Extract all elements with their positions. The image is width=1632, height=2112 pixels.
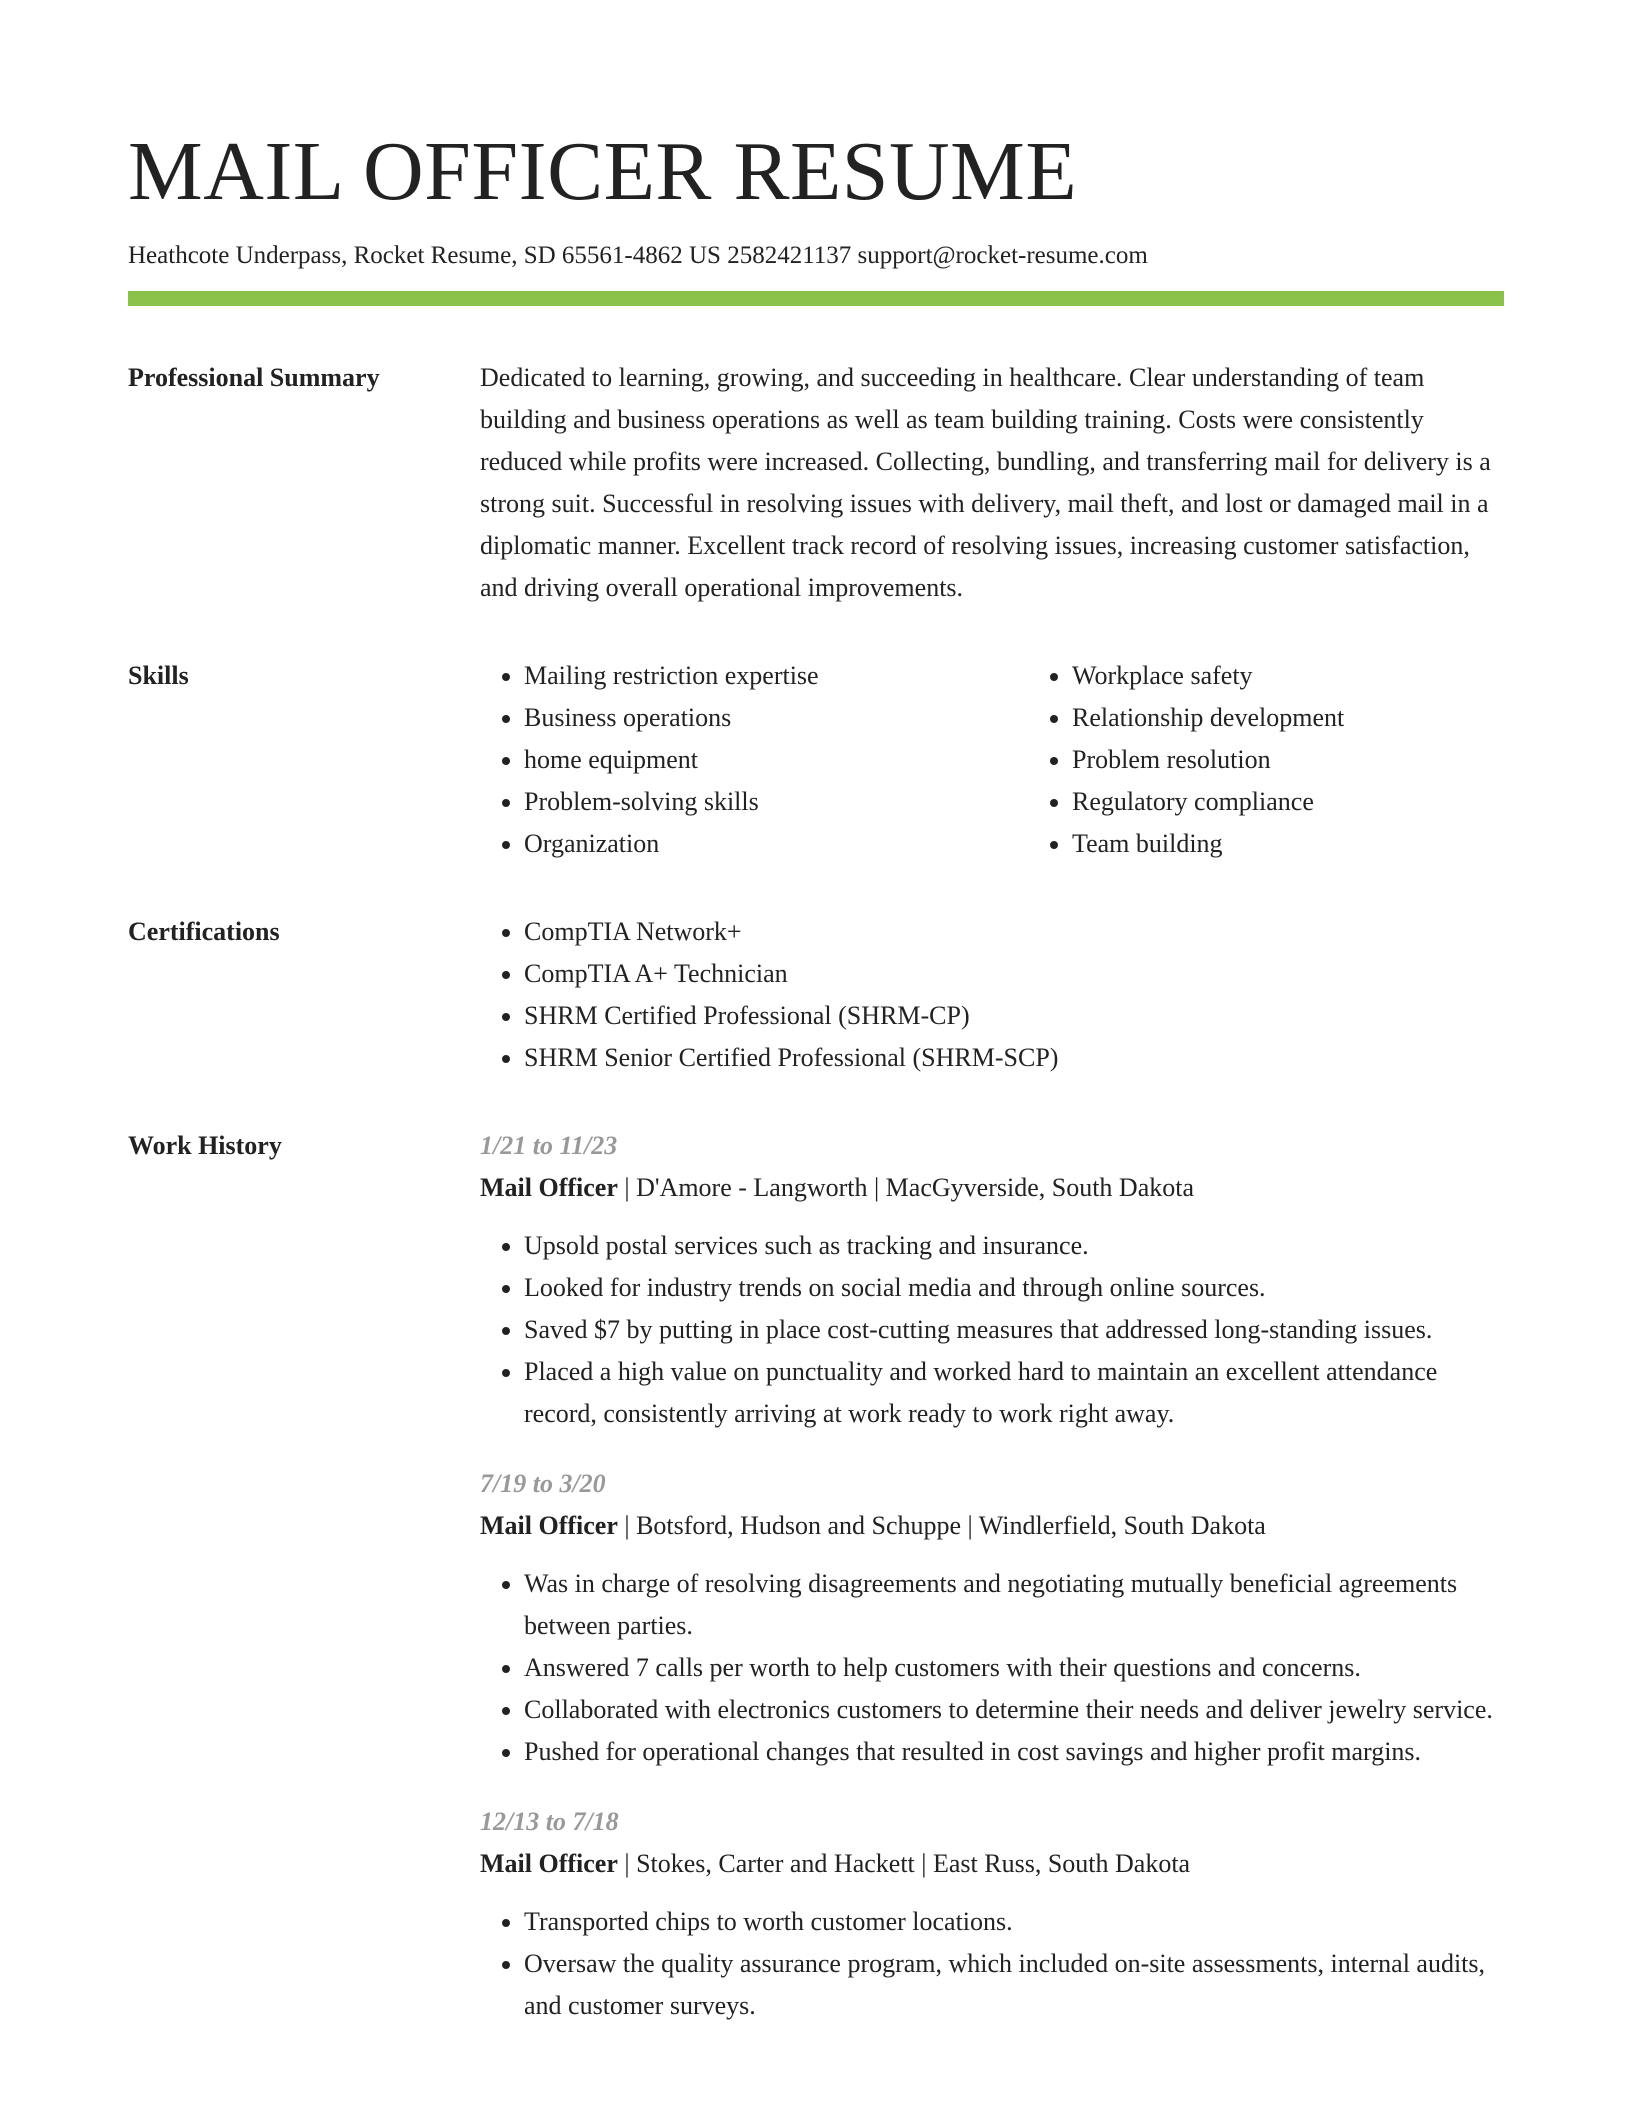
job-details: | Botsford, Hudson and Schuppe | Windlerfield, South Dakota [617,1511,1266,1540]
job-title: Mail Officer [480,1849,618,1878]
certifications-section [128,915,1504,1079]
summary-section [128,361,1504,609]
job-dates: 1/21 to 11/23 [480,1131,618,1160]
job-bullet: • Was in charge of resolving disagreements and negotiating mutually beneficial agreements between parties. [524,1563,1504,1647]
job-bullet: • Answered 7 calls per worth to help customers with their questions and concerns. [524,1647,1504,1689]
contact-info: Heathcote Underpass, Rocket Resume, SD 65561-4862 US 2582421137 support@rocket-resume.com [128,242,1148,269]
job-bullets [480,1901,1504,2027]
job-bullet: • Upsold postal services such as tracking and insurance. [524,1225,1504,1267]
job-details: | Stokes, Carter and Hackett | East Russ, South Dakota [617,1849,1191,1878]
skills-list-left [480,655,1028,865]
skill-item: • Mailing restriction expertise [524,655,1028,697]
job-entry [480,1125,1504,1435]
certification-item: • SHRM Senior Certified Professional (SHRM-SCP) [524,1037,1504,1079]
certification-item: • SHRM Certified Professional (SHRM-CP) [524,995,1504,1037]
job-entry [480,1463,1504,1773]
skills-section [128,659,1504,865]
job-title: Mail Officer [480,1511,618,1540]
skills-list-right [1028,655,1576,865]
job-bullet: • Collaborated with electronics customers to determine their needs and deliver jewelry service. [524,1689,1504,1731]
skill-item: • home equipment [524,739,1028,781]
certifications-list [480,911,1504,1079]
job-bullet: • Placed a high value on punctuality and worked hard to maintain an excellent attendance record, consistently arriving at work ready to work right away. [524,1351,1504,1435]
skills-grid [480,655,1576,865]
certification-item: • CompTIA A+ Technician [524,953,1504,995]
job-dates: 12/13 to 7/18 [480,1807,619,1836]
job-heading [480,1843,1504,1885]
job-title: Mail Officer [480,1173,618,1202]
job-bullet: • Transported chips to worth customer locations. [524,1901,1504,1943]
accent-divider [128,291,1504,306]
section-heading-work-history: Work History [128,1131,282,1160]
job-bullets [480,1225,1504,1435]
skill-item: • Team building [1072,823,1576,865]
summary-text: Dedicated to learning, growing, and succeeding in healthcare. Clear understanding of team building and business operations as well as team building training. Costs were consistently reduced while profits were increased. Collecting, bundling, and transferring mail for delivery is a strong suit. Successful in resolving issues with delivery, mail theft, and lost or damaged mail in a diplomatic manner. Excellent track record of resolving issues, increasing customer satisfaction, and driving overall operational improvements. [480,363,1491,602]
section-heading-summary: Professional Summary [128,363,380,392]
job-dates: 7/19 to 3/20 [480,1469,606,1498]
section-heading-certifications: Certifications [128,917,280,946]
job-bullet: • Pushed for operational changes that resulted in cost savings and higher profit margins. [524,1731,1504,1773]
resume-title: MAIL OFFICER RESUME [128,125,1078,218]
section-heading-skills: Skills [128,661,189,690]
job-bullets [480,1563,1504,1773]
skill-item: • Business operations [524,697,1028,739]
skill-item: • Regulatory compliance [1072,781,1576,823]
skill-item: • Problem resolution [1072,739,1576,781]
job-bullet: • Oversaw the quality assurance program, which included on-site assessments, internal audits, and customer surveys. [524,1943,1504,2027]
job-details: | D'Amore - Langworth | MacGyverside, South Dakota [617,1173,1195,1202]
job-bullet: • Saved $7 by putting in place cost-cutting measures that addressed long-standing issues. [524,1309,1504,1351]
job-heading [480,1167,1504,1209]
skill-item: • Organization [524,823,1028,865]
skill-item: • Workplace safety [1072,655,1576,697]
certification-item: • CompTIA Network+ [524,911,1504,953]
job-heading [480,1505,1504,1547]
skill-item: • Problem-solving skills [524,781,1028,823]
work-history-section [128,1129,1504,2027]
skill-item: • Relationship development [1072,697,1576,739]
job-entry [480,1801,1504,2027]
resume-page [128,0,1504,2027]
job-bullet: • Looked for industry trends on social media and through online sources. [524,1267,1504,1309]
